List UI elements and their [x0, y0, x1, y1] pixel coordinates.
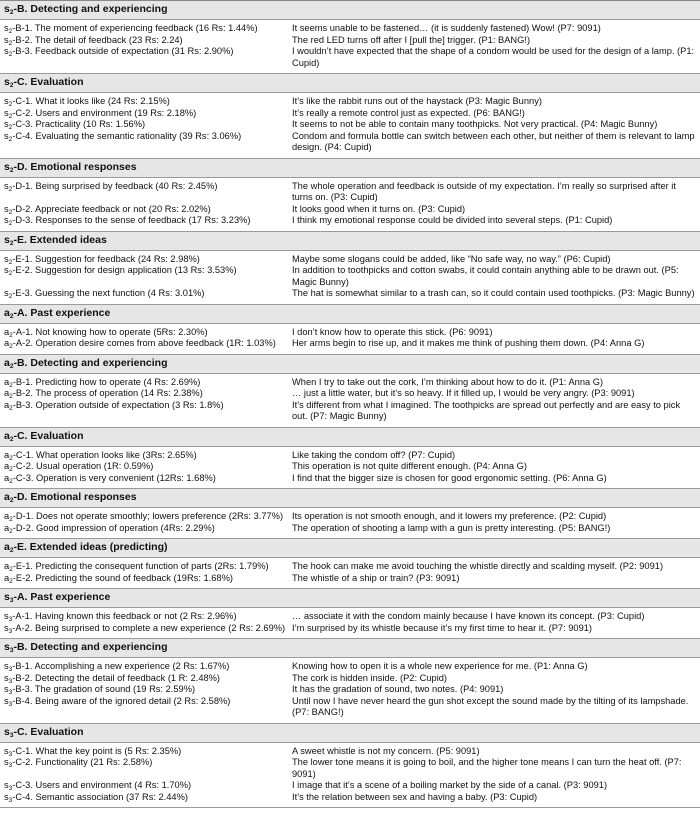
code-text: -E-1. Predicting the consequent function of parts (2Rs: 1.79%)	[12, 561, 269, 571]
code-row	[0, 108, 700, 120]
code-text: -E-2. Predicting the sound of feedback (19Rs: 1.68%)	[12, 572, 233, 583]
code-text: -D-1. Being surprised by feedback (40 Rs: 2.45%)	[12, 180, 218, 191]
code-letter: s	[4, 34, 9, 45]
code-label	[0, 757, 292, 780]
code-text: -C. Evaluation	[13, 429, 84, 442]
category-header	[0, 159, 700, 178]
code-letter: s	[4, 119, 9, 129]
code-letter: s	[4, 233, 10, 246]
code-letter: s	[4, 661, 9, 671]
code-label	[0, 265, 292, 288]
example-quote: The hat is somewhat similar to a trash can, so it could contain used toothpicks. (P3: Magic Bunny)	[292, 288, 695, 298]
code-letter: s	[4, 641, 10, 653]
code-letter: s	[4, 591, 10, 603]
code-subscript: 2	[8, 270, 13, 277]
code-label	[0, 696, 292, 719]
example-quote: It seems unable to be fastened… (it is suddenly fastened) Wow! (P7: 9091)	[292, 23, 601, 33]
example-quote: I’m surprised by its whistle because it’s my first time to hear it. (P7: 9091)	[292, 622, 593, 633]
code-label	[0, 131, 292, 154]
code-letter: s	[4, 3, 10, 15]
example-quote: … associate it with the condom mainly because I have known its concept. (P3: Cupid)	[292, 611, 645, 621]
code-subscript: 3	[8, 677, 13, 684]
category-header	[0, 539, 700, 558]
example-quote: It has the gradation of sound, two notes. (P4: 9091)	[292, 684, 504, 694]
code-letter: a	[4, 356, 10, 369]
code-letter: s	[4, 130, 9, 141]
code-text: -C-3. Practicality (10 Rs: 1.56%)	[12, 119, 146, 129]
code-row	[0, 388, 700, 400]
code-text: -B-3. The gradation of sound (19 Rs: 2.59%)	[12, 684, 196, 694]
code-subscript: 2	[9, 497, 14, 504]
code-subscript: 2	[8, 51, 13, 58]
code-letter: s	[4, 180, 9, 191]
code-row	[0, 746, 700, 758]
example-quote: Like taking the condom off? (P7: Cupid)	[292, 449, 456, 460]
code-row	[0, 204, 700, 216]
code-label	[0, 35, 292, 47]
code-label	[0, 181, 292, 204]
code-label	[0, 473, 292, 485]
code-label	[0, 450, 292, 462]
example-quote: Knowing how to open it is a whole new experience for me. (P1: Anna G)	[292, 661, 588, 671]
code-letter: a	[4, 491, 10, 503]
code-row	[0, 181, 700, 204]
code-text: -D. Emotional responses	[13, 160, 137, 173]
example-quote: In addition to toothpicks and cotton swabs, it could contain anything able to be drawn out. (P5: Magic Bunny)	[292, 265, 679, 287]
code-letter: s	[4, 107, 9, 118]
code-subscript: 2	[8, 39, 13, 46]
code-label	[0, 661, 292, 673]
code-label	[0, 400, 292, 423]
example-quote: It looks good when it turns on. (P3: Cupid)	[292, 203, 466, 214]
code-label	[0, 611, 292, 623]
code-subscript: 2	[9, 547, 14, 554]
code-letter: a	[4, 326, 10, 337]
code-text: -D. Emotional responses	[13, 491, 137, 503]
code-row	[0, 673, 700, 685]
code-label	[0, 673, 292, 685]
category-body	[0, 374, 700, 428]
code-text: -B-1. The moment of experiencing feedback (16 Rs: 1.44%)	[12, 23, 258, 33]
code-letter: a	[4, 561, 10, 571]
code-text: -C-3. Users and environment (4 Rs: 1.70%)	[12, 780, 192, 790]
code-letter: s	[4, 622, 9, 633]
code-text: -C-2. Users and environment (19 Rs: 2.18%)	[12, 107, 197, 118]
code-label	[0, 388, 292, 400]
code-label	[0, 23, 292, 35]
code-row	[0, 561, 700, 573]
example-quote: I don’t know how to operate this stick. (P6: 9091)	[292, 326, 493, 337]
code-label	[0, 254, 292, 266]
code-text: -B. Detecting and experiencing	[13, 356, 168, 369]
code-row	[0, 684, 700, 696]
category-header	[0, 489, 700, 508]
code-subscript: 3	[8, 762, 13, 769]
code-text: -D-2. Appreciate feedback or not (20 Rs: 2.02%)	[12, 203, 211, 214]
code-row	[0, 792, 700, 804]
code-text: -B-3. Operation outside of expectation (3 Rs: 1.8%)	[12, 399, 224, 410]
category-section	[0, 232, 700, 305]
code-label	[0, 288, 292, 300]
code-text: -D-2. Good impression of operation (4Rs: 2.29%)	[12, 522, 215, 533]
code-row	[0, 461, 700, 473]
code-label	[0, 338, 292, 350]
code-subscript: 2	[9, 454, 13, 461]
code-subscript: 3	[8, 785, 13, 792]
code-label	[0, 108, 292, 120]
code-label	[0, 511, 292, 523]
code-letter: s	[4, 160, 10, 173]
category-section	[0, 159, 700, 232]
code-letter: a	[4, 429, 10, 442]
code-text: -E. Extended ideas	[13, 233, 107, 246]
category-section	[0, 74, 700, 159]
code-label	[0, 573, 292, 585]
code-subscript: 3	[8, 796, 13, 803]
code-subscript: 2	[9, 404, 13, 412]
code-subscript: 2	[8, 112, 13, 119]
code-letter: s	[4, 725, 10, 738]
code-text: -E-3. Guessing the next function (4 Rs: 3.01%)	[12, 288, 205, 298]
code-subscript: 2	[9, 516, 13, 523]
code-text: -C-1. What it looks like (24 Rs: 2.15%)	[12, 96, 170, 106]
code-label	[0, 623, 292, 635]
code-row	[0, 661, 700, 673]
code-row	[0, 473, 700, 485]
category-body	[0, 608, 700, 639]
code-row	[0, 265, 700, 288]
code-text: -B. Detecting and experiencing	[13, 641, 168, 653]
category-body	[0, 93, 700, 159]
category-header	[0, 305, 700, 324]
code-row	[0, 377, 700, 389]
code-label	[0, 792, 292, 804]
code-row	[0, 288, 700, 300]
code-letter: s	[4, 253, 9, 264]
code-subscript: 2	[8, 220, 13, 227]
code-row	[0, 523, 700, 535]
code-subscript: 2	[9, 239, 14, 247]
code-text: -E. Extended ideas (predicting)	[13, 541, 168, 553]
code-label	[0, 461, 292, 473]
code-letter: a	[4, 338, 10, 348]
code-label	[0, 746, 292, 758]
code-row	[0, 119, 700, 131]
example-quote: Until now I have never heard the gun shot except the sound made by the tilting of its lampshade. (P7: BANG!)	[292, 695, 689, 717]
category-section	[0, 489, 700, 539]
example-quote: The whole operation and feedback is outside of my expectation. I’m really so surprised after it turns on. (P3: Cupid)	[292, 180, 676, 202]
code-row	[0, 35, 700, 47]
code-label	[0, 96, 292, 108]
category-body	[0, 178, 700, 232]
code-letter: a	[4, 449, 10, 460]
category-header	[0, 428, 700, 447]
code-text: -C-1. What the key point is (5 Rs: 2.35%)	[12, 745, 182, 756]
code-row	[0, 450, 700, 462]
code-label	[0, 377, 292, 389]
category-body	[0, 20, 700, 74]
code-row	[0, 46, 700, 69]
category-section	[0, 428, 700, 490]
code-letter: s	[4, 684, 9, 694]
code-text: -A-2. Operation desire comes from above feedback (1R: 1.03%)	[12, 338, 276, 348]
example-quote: The lower tone means it is going to boil, and the higher tone means I can turn the heat off. (P7: 9091)	[292, 757, 682, 779]
code-subscript: 2	[9, 362, 14, 370]
code-label	[0, 46, 292, 69]
code-subscript: 2	[8, 293, 13, 300]
code-text: -D-3. Responses to the sense of feedback (17 Rs: 3.23%)	[12, 215, 251, 225]
code-letter: s	[4, 265, 9, 275]
code-text: -E-1. Suggestion for feedback (24 Rs: 2.98%)	[12, 253, 200, 264]
code-text: -B-4. Being aware of the ignored detail (2 Rs: 2.58%)	[12, 695, 231, 706]
code-text: -B-1. Predicting how to operate (4 Rs: 2.69%)	[12, 376, 201, 387]
code-subscript: 2	[9, 381, 13, 388]
code-letter: s	[4, 288, 9, 298]
code-letter: s	[4, 23, 9, 33]
code-subscript: 2	[9, 435, 14, 443]
code-letter: s	[4, 46, 9, 56]
code-text: -A. Past experience	[13, 306, 111, 319]
category-body	[0, 743, 700, 809]
example-quote: I find that the bigger size is chosen for good ergonomic setting. (P6: Anna G)	[292, 472, 607, 483]
code-subscript: 2	[8, 258, 13, 265]
code-letter: s	[4, 611, 9, 621]
category-body	[0, 251, 700, 305]
category-header	[0, 639, 700, 658]
code-subscript: 2	[9, 577, 13, 584]
code-label	[0, 780, 292, 792]
category-section	[0, 355, 700, 428]
code-label	[0, 684, 292, 696]
example-quote: It’s different from what I imagined. The toothpicks are spread out perfectly and are easy to pick out. (P7: Magic Bunny)	[292, 399, 681, 421]
code-row	[0, 96, 700, 108]
category-section	[0, 724, 700, 809]
example-quote: A sweet whistle is not my concern. (P5: 9091)	[292, 745, 480, 756]
code-letter: s	[4, 791, 9, 802]
category-body	[0, 558, 700, 589]
code-subscript: 3	[8, 666, 13, 673]
code-letter: s	[4, 96, 9, 106]
code-label	[0, 204, 292, 216]
code-letter: a	[4, 511, 10, 521]
code-text: -B-2. The process of operation (14 Rs: 2.38%)	[12, 388, 203, 398]
code-text: -B-2. Detecting the detail of feedback (1 R: 2.48%)	[12, 672, 221, 683]
code-letter: a	[4, 376, 10, 387]
code-text: -B-3. Feedback outside of expectation (31 Rs: 2.90%)	[12, 46, 234, 56]
code-text: -A-1. Having known this feedback or not (2 Rs: 2.96%)	[12, 611, 237, 621]
code-row	[0, 23, 700, 35]
code-letter: a	[4, 399, 10, 410]
code-row	[0, 400, 700, 423]
category-header	[0, 74, 700, 93]
code-row	[0, 611, 700, 623]
code-row	[0, 696, 700, 719]
code-letter: a	[4, 572, 10, 583]
code-letter: s	[4, 203, 9, 214]
example-quote: The red LED turns off after I [pull the] trigger. (P1: BANG!)	[292, 34, 531, 45]
example-quote: When I try to take out the cork, I’m thinking about how to do it. (P1: Anna G)	[292, 376, 604, 387]
code-row	[0, 338, 700, 350]
code-row	[0, 254, 700, 266]
code-letter: a	[4, 461, 10, 471]
code-subscript: 3	[8, 616, 13, 623]
code-text: -B. Detecting and experiencing	[13, 3, 168, 15]
code-row	[0, 511, 700, 523]
code-letter: a	[4, 306, 10, 319]
example-quote: Its operation is not smooth enough, and it lowers my preference. (P2: Cupid)	[292, 511, 607, 521]
code-subscript: 2	[9, 343, 13, 350]
category-header	[0, 724, 700, 743]
code-row	[0, 215, 700, 227]
code-text: -C. Evaluation	[13, 76, 84, 88]
code-subscript: 2	[8, 124, 13, 131]
code-subscript: 2	[8, 135, 13, 143]
code-letter: s	[4, 672, 9, 683]
code-subscript: 2	[9, 527, 13, 534]
code-letter: a	[4, 388, 10, 398]
code-subscript: 2	[9, 166, 14, 174]
code-text: -A. Past experience	[13, 591, 111, 603]
code-text: -C-3. Operation is very convenient (12Rs: 1.68%)	[12, 472, 216, 483]
category-header	[0, 589, 700, 608]
code-subscript: 2	[8, 101, 13, 108]
example-quote: The operation of shooting a lamp with a gun is pretty interesting. (P5: BANG!)	[292, 522, 611, 533]
code-letter: a	[4, 541, 10, 553]
code-letter: s	[4, 780, 9, 790]
code-subscript: 2	[8, 28, 13, 35]
code-text: -A-1. Not knowing how to operate (5Rs: 2.30%)	[12, 326, 208, 337]
example-quote: This operation is not quite different enough. (P4: Anna G)	[292, 461, 527, 471]
code-text: -B-1. Accomplishing a new experience (2 Rs: 1.67%)	[12, 661, 230, 671]
code-subscript: 2	[9, 331, 13, 338]
category-header	[0, 1, 700, 20]
code-label	[0, 561, 292, 573]
code-subscript: 3	[9, 647, 14, 654]
code-text: -C-4. Evaluating the semantic rationality (39 Rs: 3.06%)	[12, 130, 242, 141]
example-quote: … just a little water, but it’s so heavy. If it filled up, I would be very angry. (P3: 9091)	[292, 388, 635, 398]
code-subscript: 3	[8, 700, 13, 708]
example-quote: I wouldn’t have expected that the shape of a condom would be used for the design of a lamp. (P1: Cupid)	[292, 46, 695, 68]
code-letter: a	[4, 472, 10, 483]
code-row	[0, 623, 700, 635]
category-body	[0, 324, 700, 355]
category-body	[0, 508, 700, 539]
example-quote: Maybe some slogans could be added, like “No safe way, no way.” (P6: Cupid)	[292, 253, 611, 264]
code-row	[0, 327, 700, 339]
category-section	[0, 589, 700, 639]
code-letter: s	[4, 76, 10, 88]
category-section	[0, 1, 700, 74]
code-text: -D-1. Does not operate smoothly; lowers preference (2Rs: 3.77%)	[12, 511, 284, 521]
category-header	[0, 355, 700, 374]
code-subscript: 2	[9, 477, 13, 484]
code-subscript: 3	[9, 597, 14, 604]
code-row	[0, 131, 700, 154]
example-quote: It’s the relation between sex and having a baby. (P3: Cupid)	[292, 791, 538, 802]
code-label	[0, 215, 292, 227]
code-subscript: 2	[9, 9, 14, 16]
code-letter: s	[4, 757, 9, 767]
code-letter: s	[4, 215, 9, 225]
code-text: -C-4. Semantic association (37 Rs: 2.44%)	[12, 791, 188, 802]
code-text: -C-2. Functionality (21 Rs: 2.58%)	[12, 757, 153, 767]
code-subscript: 3	[9, 731, 14, 739]
code-text: -B-2. The detail of feedback (23 Rs: 2.24)	[12, 34, 183, 45]
category-body	[0, 658, 700, 724]
code-letter: a	[4, 522, 10, 533]
category-header	[0, 232, 700, 251]
example-quote: It’s like the rabbit runs out of the haystack (P3: Magic Bunny)	[292, 96, 542, 106]
code-letter: s	[4, 745, 9, 756]
category-section	[0, 639, 700, 724]
code-text: -C-1. What operation looks like (3Rs: 2.65%)	[12, 449, 197, 460]
code-label	[0, 119, 292, 131]
code-text: -A-2. Being surprised to complete a new experience (2 Rs: 2.69%)	[12, 622, 286, 633]
code-subscript: 2	[9, 82, 14, 89]
code-subscript: 2	[8, 185, 13, 193]
code-row	[0, 573, 700, 585]
code-letter: s	[4, 695, 9, 706]
code-subscript: 2	[8, 208, 13, 215]
code-text: -C. Evaluation	[13, 725, 84, 738]
code-row	[0, 780, 700, 792]
example-quote: It’s really a remote control just as expected. (P6: BANG!)	[292, 107, 525, 118]
code-row	[0, 757, 700, 780]
code-subscript: 3	[8, 627, 13, 634]
example-quote: It seems to not be able to contain many toothpicks. Not very practical. (P4: Magic Bunny)	[292, 119, 658, 129]
category-section	[0, 539, 700, 589]
code-subscript: 2	[9, 566, 13, 573]
code-label	[0, 523, 292, 535]
example-quote: The cork is hidden inside. (P2: Cupid)	[292, 672, 448, 683]
code-subscript: 2	[9, 312, 14, 320]
code-text: -E-2. Suggestion for design application (13 Rs: 3.53%)	[12, 265, 237, 275]
example-quote: I image that it’s a scene of a boiling market by the side of a canal. (P3: 9091)	[292, 780, 608, 790]
example-quote: I think my emotional response could be divided into several steps. (P1: Cupid)	[292, 215, 613, 225]
code-text: -C-2. Usual operation (1R: 0.59%)	[12, 461, 154, 471]
category-section	[0, 305, 700, 355]
code-subscript: 3	[8, 750, 13, 757]
code-label	[0, 327, 292, 339]
code-subscript: 2	[9, 466, 13, 473]
code-subscript: 2	[9, 393, 13, 400]
example-quote: The whistle of a ship or train? (P3: 9091)	[292, 572, 460, 583]
category-body	[0, 447, 700, 490]
example-quote: Her arms begin to rise up, and it makes me think of pushing them down. (P4: Anna G)	[292, 338, 645, 348]
code-subscript: 3	[8, 689, 13, 696]
example-quote: Condom and formula bottle can switch between each other, but neither of them is relevant to lamp design. (P4: Cupid)	[292, 130, 695, 152]
example-quote: The hook can make me avoid touching the whistle directly and scalding myself. (P2: 9091)	[292, 561, 664, 571]
